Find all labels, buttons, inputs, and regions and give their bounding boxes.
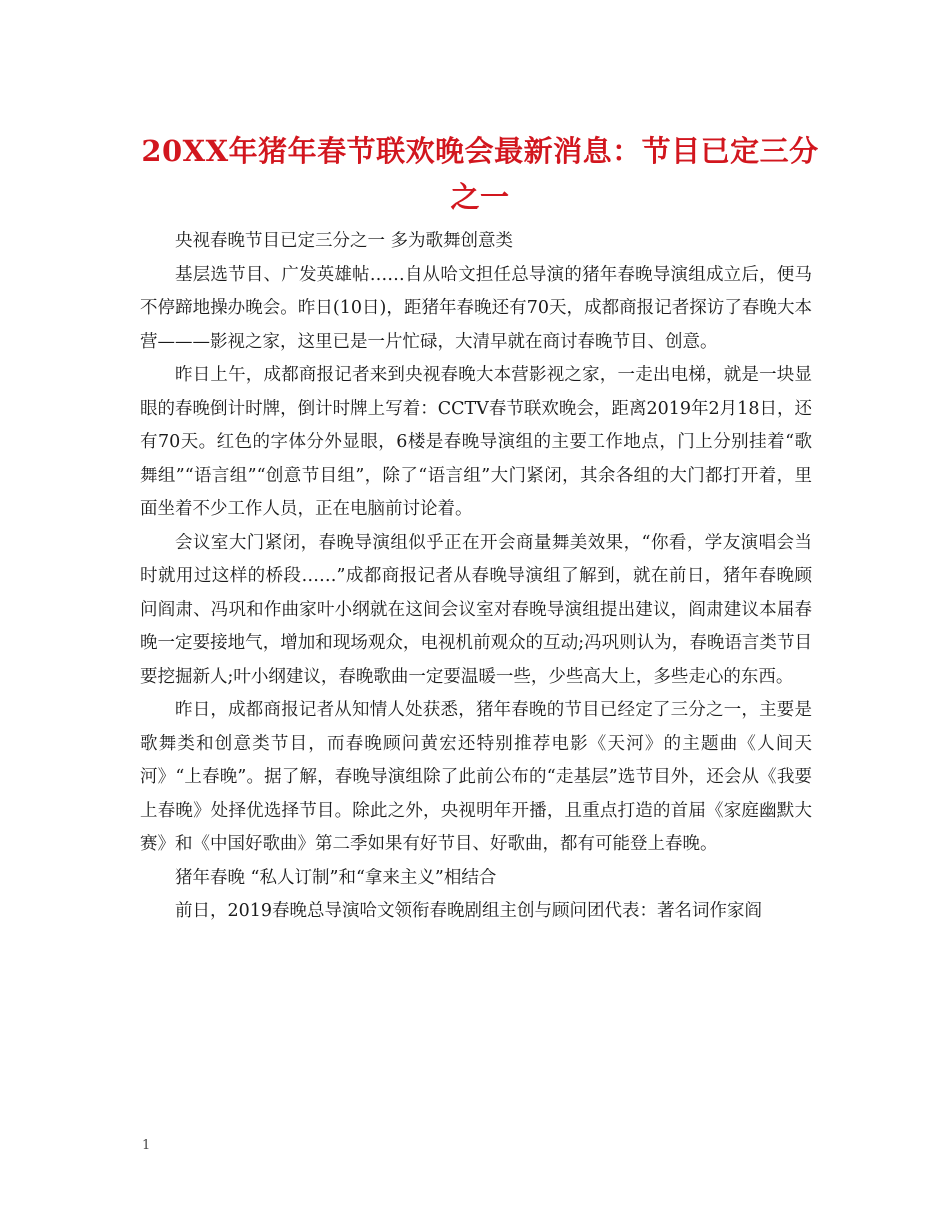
paragraph: 前日，2019春晚总导演哈文领衔春晚剧组主创与顾问团代表：著名词作家阎 (175, 901, 763, 921)
paragraph: 基层选节目、广发英雄帖……自从哈文担任总导演的猪年春晚导演组成立后，便马不停蹄地操办晚会。昨日(10日)，距猪年春晚还有70天，成都商报记者探访了春晚大本营———影视之家，这里已是一片忙碌，大清早就在商讨春晚节目、创意。 (140, 264, 812, 352)
document-title: 20XX年猪年春节联欢晚会最新消息：节目已定三分之一 (141, 134, 819, 214)
section-heading: 央视春晚节目已定三分之一 多为歌舞创意类 (175, 231, 514, 251)
page-number: 1 (142, 1138, 151, 1153)
paragraph: 昨日，成都商报记者从知情人处获悉，猪年春晚的节目已经定了三分之一，主要是歌舞类和创意类节目，而春晚顾问黄宏还特别推荐电影《天河》的主题曲《人间天河》“上春晚”。据了解，春晚导演组除了此前公布的“走基层”选节目外，还会从《我要上春晚》处择优选择节目。除此之外，央视明年开播，且重点打造的首届《家庭幽默大赛》和《中国好歌曲》第二季如果有好节目、好歌曲，都有可能登上春晚。 (140, 700, 812, 854)
paragraph: 会议室大门紧闭，春晚导演组似乎正在开会商量舞美效果，“你看，学友演唱会当时就用过这样的桥段……”成都商报记者从春晚导演组了解到，就在前日，猪年春晚顾问阎肃、冯巩和作曲家叶小纲就在这间会议室对春晚导演组提出建议，阎肃建议本届春晚一定要接地气，增加和现场观众，电视机前观众的互动;冯巩则认为，春晚语言类节目要挖掘新人;叶小纲建议，春晚歌曲一定要温暖一些，少些高大上，多些走心的东西。 (140, 532, 812, 687)
document-body (140, 225, 812, 929)
paragraph: 昨日上午，成都商报记者来到央视春晚大本营影视之家，一走出电梯，就是一块显眼的春晚倒计时牌，倒计时牌上写着：CCTV春节联欢晚会，距离2019年2月18日，还有70天。红色的字体分外显眼，6楼是春晚导演组的主要工作地点，门上分别挂着“歌舞组”“语言组”“创意节目组”，除了“语言组”大门紧闭，其余各组的大门都打开着，里面坐着不少工作人员，正在电脑前讨论着。 (140, 365, 812, 519)
section-heading: 猪年春晚 “私人订制”和“拿来主义”相结合 (175, 867, 497, 888)
